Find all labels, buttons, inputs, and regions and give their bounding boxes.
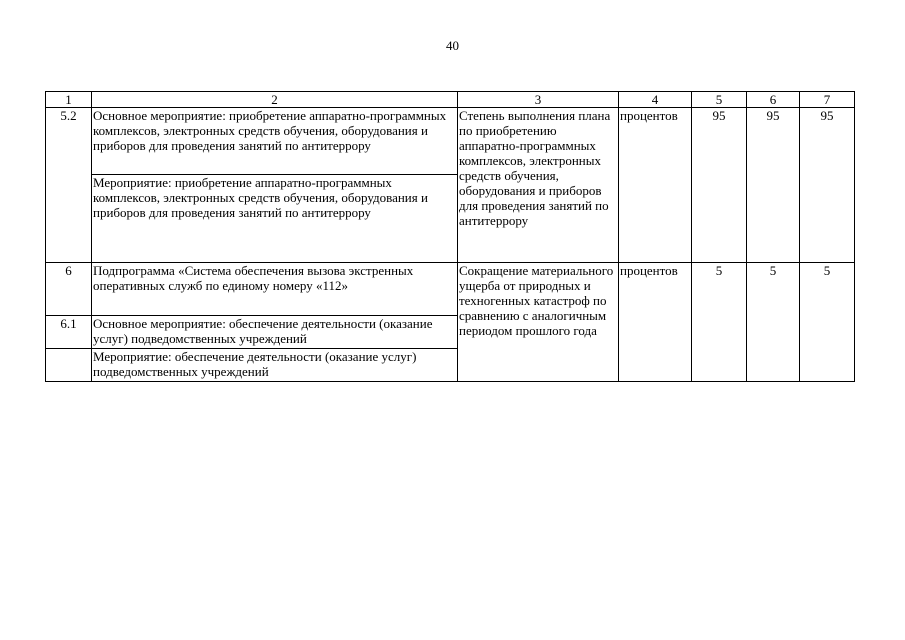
value-cell: 95 (747, 108, 800, 263)
activity-cell: Основное мероприятие: приобретение аппаратно-программных комплексов, электронных средств обучения, оборудования и приборов для проведения занятий по антитеррору (92, 108, 458, 175)
activity-cell: Основное мероприятие: обеспечение деятельности (оказание услуг) подведомственных учреждений (92, 316, 458, 349)
column-header: 7 (800, 92, 855, 108)
unit-cell: процентов (619, 108, 692, 263)
column-header: 6 (747, 92, 800, 108)
column-header: 3 (458, 92, 619, 108)
value-cell: 5 (800, 263, 855, 382)
column-header: 2 (92, 92, 458, 108)
activity-cell: Мероприятие: обеспечение деятельности (оказание услуг) подведомственных учреждений (92, 349, 458, 382)
column-header: 1 (46, 92, 92, 108)
row-number: 6.1 (46, 316, 92, 349)
indicators-table (45, 91, 855, 382)
column-header: 5 (692, 92, 747, 108)
activity-cell: Мероприятие: приобретение аппаратно-программных комплексов, электронных средств обучения, оборудования и приборов для проведения занятий по антитеррору (92, 175, 458, 263)
unit-cell: процентов (619, 263, 692, 382)
column-header: 4 (619, 92, 692, 108)
value-cell: 95 (800, 108, 855, 263)
value-cell: 5 (747, 263, 800, 382)
table-header-row (46, 92, 855, 108)
row-number: 5.2 (46, 108, 92, 263)
indicator-cell: Степень выполнения плана по приобретению аппаратно-программных комплексов, электронных средств обучения, оборудования и приборов для проведения занятий по антитеррору (458, 108, 619, 263)
page-number: 40 (446, 38, 459, 53)
value-cell: 95 (692, 108, 747, 263)
row-number: 6 (46, 263, 92, 316)
indicator-cell: Сокращение материального ущерба от природных и техногенных катастроф по сравнению с аналогичным периодом прошлого года (458, 263, 619, 382)
activity-cell: Подпрограмма «Система обеспечения вызова экстренных оперативных служб по единому номеру «112» (92, 263, 458, 316)
table-row (46, 108, 855, 175)
row-number (46, 349, 92, 382)
value-cell: 5 (692, 263, 747, 382)
table-row (46, 263, 855, 316)
